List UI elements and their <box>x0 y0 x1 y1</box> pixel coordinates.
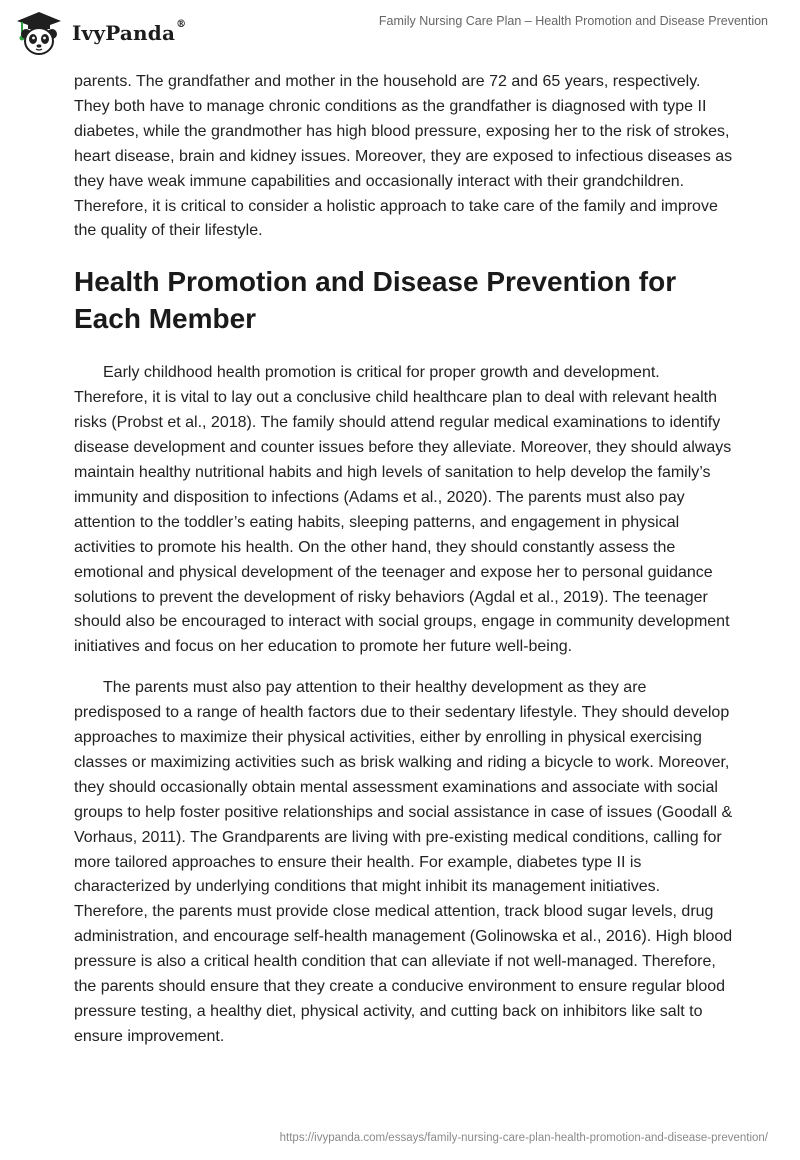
intro-paragraph: parents. The grandfather and mother in the household are 72 and 65 years, respectively. They both have to manage chronic conditions as the grandfather is diagnosed with type II diabetes, while the grandmother has high blood pressure, exposing her to the risk of strokes, heart disease, brain and kidney issues. Moreover, they are exposed to infectious diseases as they have weak immune capabilities and occasionally interact with their grandchildren. Therefore, it is critical to consider a holistic approach to take care of the family and improve the quality of their lifestyle. <box>74 73 733 240</box>
brand-name: IvyPanda® <box>72 19 187 45</box>
source-url[interactable]: https://ivypanda.com/essays/family-nursing-care-plan-health-promotion-and-disease-prevention/ <box>279 1132 768 1144</box>
body-paragraph-2: The parents must also pay attention to their healthy development as they are predisposed to a range of health factors due to their sedentary lifestyle. They should develop approaches to maximize their physical activities, either by enrolling in physical exercising classes or maximizing activities such as brisk walking and riding a bicycle to work. Moreover, they should occasionally obtain mental assessment examinations and associate with social groups to help foster positive relationships and social assistance in case of issues (Goodall & Vorhaus, 2011). The Grandparents are living with pre-existing medical conditions, calling for more tailored approaches to ensure their health. For example, diabetes type II is characterized by underlying conditions that might inhibit its management initiatives. Therefore, the parents must provide close medical attention, track blood sugar levels, drug administration, and encourage self-health management (Golinowska et al., 2016). High blood pressure is also a critical health condition that can alleviate if not well-managed. Therefore, the parents should ensure that they create a conducive environment to ensure regular blood pressure testing, a healthy diet, physical activity, and cutting back on inhibitors like salt to ensure improvement. <box>74 679 733 1045</box>
registered-mark: ® <box>176 19 187 30</box>
panda-graduate-logo-icon <box>14 8 64 58</box>
essay-body <box>74 70 734 1050</box>
page-header <box>0 0 800 70</box>
section-heading: Health Promotion and Disease Prevention for Each Member <box>74 266 677 335</box>
document-title: Family Nursing Care Plan – Health Promotion and Disease Prevention <box>378 14 768 28</box>
body-paragraph-1: Early childhood health promotion is critical for proper growth and development. Therefore, it is vital to lay out a conclusive child healthcare plan to deal with relevant health risks (Probst et al., 2018). The family should attend regular medical examinations to identify disease development and counter issues before they alleviate. Moreover, they should always maintain healthy nutritional habits and high levels of sanitation to help develop the family’s immunity and disposition to infections (Adams et al., 2020). The parents must also pay attention to the toddler’s eating habits, sleeping patterns, and engagement in physical activities to promote his health. On the other hand, they should constantly assess the emotional and physical development of the teenager and expose her to personal guidance solutions to prevent the development of risky behaviors (Agdal et al., 2019). The teenager should also be encouraged to interact with social groups, engage in community development initiatives and focus on her education to promote her future well-being. <box>74 364 732 656</box>
brand-logo[interactable] <box>14 8 186 58</box>
